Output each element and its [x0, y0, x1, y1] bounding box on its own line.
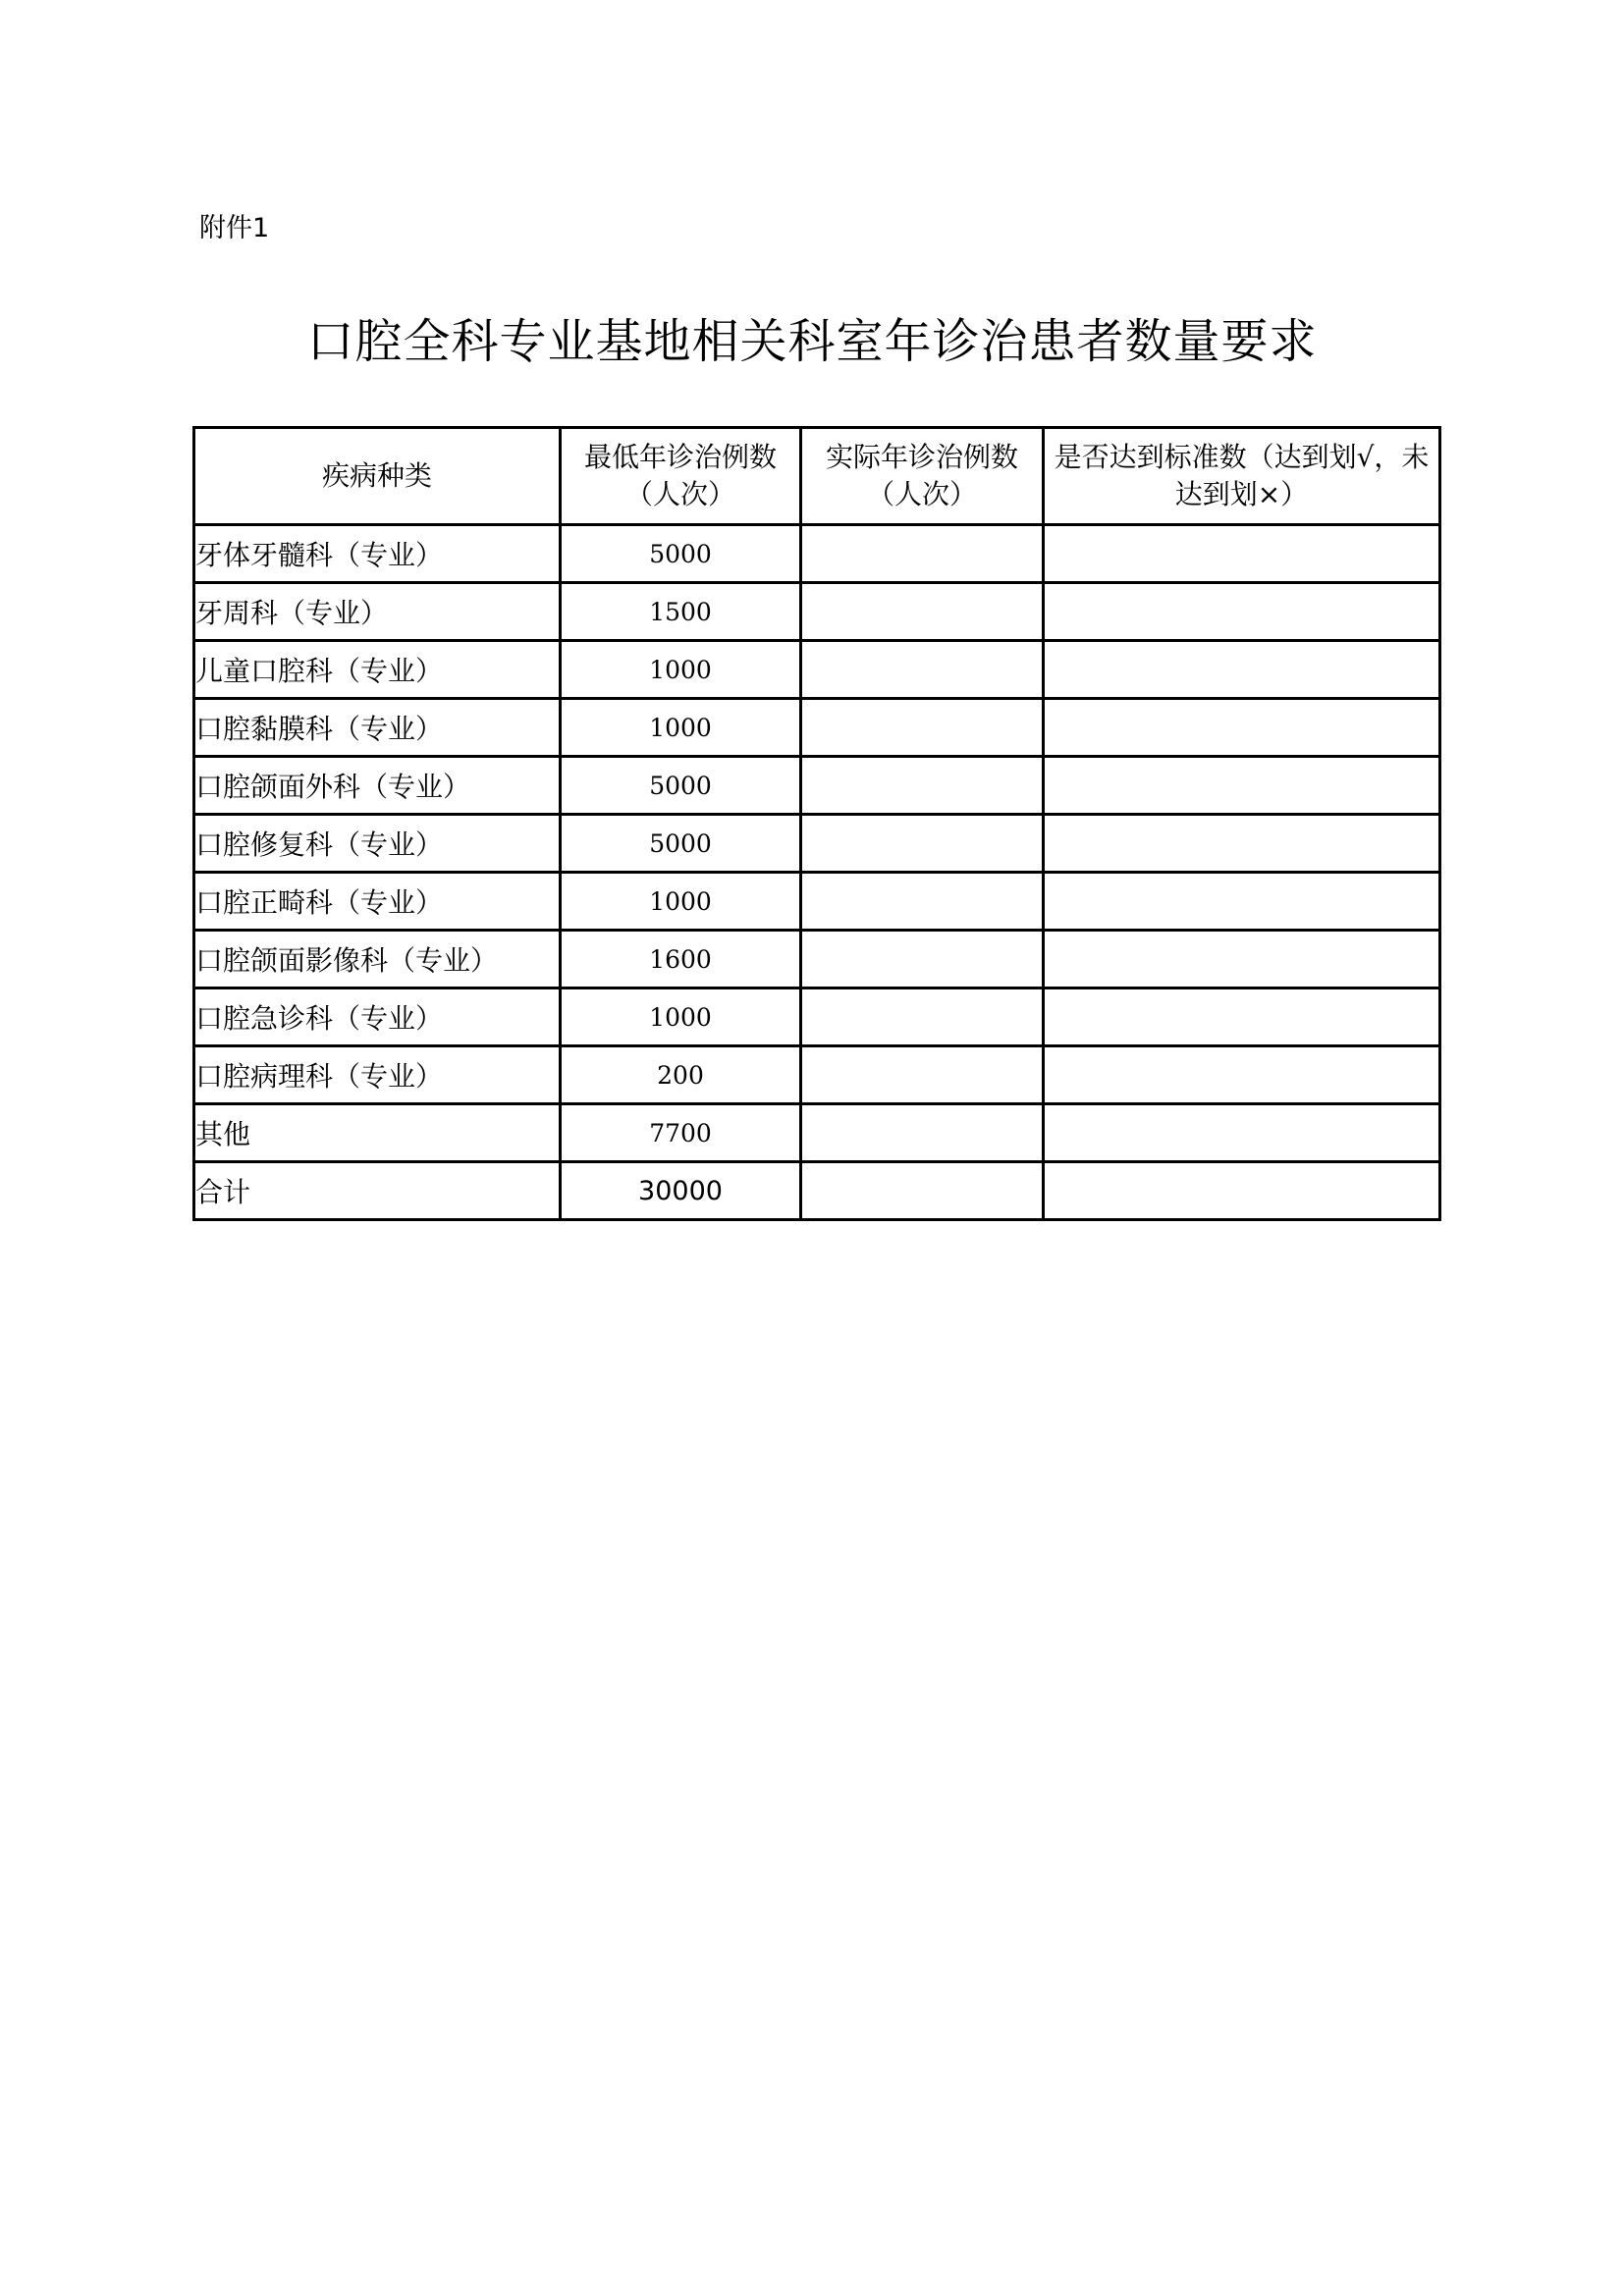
standard-met-cell[interactable]: [1044, 699, 1440, 757]
category-cell: 口腔黏膜科（专业）: [194, 699, 561, 757]
table-row: [194, 525, 1440, 583]
total-label-cell: 合计: [194, 1162, 561, 1220]
actual-cases-cell[interactable]: [801, 815, 1044, 873]
table-header-row: [194, 428, 1440, 525]
standard-met-cell[interactable]: [1044, 988, 1440, 1046]
header-actual-annual-cases: 实际年诊治例数（人次）: [801, 428, 1044, 525]
min-cases-cell: 5000: [561, 815, 801, 873]
actual-cases-cell[interactable]: [801, 641, 1044, 699]
actual-cases-cell[interactable]: [801, 1046, 1044, 1104]
category-cell: 其他: [194, 1104, 561, 1162]
min-cases-cell: 5000: [561, 525, 801, 583]
standard-met-cell[interactable]: [1044, 815, 1440, 873]
header-disease-category: 疾病种类: [194, 428, 561, 525]
total-min-cases-cell: 30000: [561, 1162, 801, 1220]
min-cases-cell: 1000: [561, 988, 801, 1046]
min-cases-cell: 7700: [561, 1104, 801, 1162]
category-cell: 儿童口腔科（专业）: [194, 641, 561, 699]
min-cases-cell: 1600: [561, 931, 801, 988]
standard-met-cell[interactable]: [1044, 1104, 1440, 1162]
requirements-table: [192, 426, 1441, 1221]
standard-met-cell[interactable]: [1044, 525, 1440, 583]
total-standard-met-cell[interactable]: [1044, 1162, 1440, 1220]
standard-met-cell[interactable]: [1044, 873, 1440, 931]
standard-met-cell[interactable]: [1044, 1046, 1440, 1104]
header-min-annual-cases: 最低年诊治例数（人次）: [561, 428, 801, 525]
actual-cases-cell[interactable]: [801, 1104, 1044, 1162]
category-cell: 口腔修复科（专业）: [194, 815, 561, 873]
min-cases-cell: 1500: [561, 583, 801, 641]
total-actual-cases-cell[interactable]: [801, 1162, 1044, 1220]
table-row: [194, 1104, 1440, 1162]
actual-cases-cell[interactable]: [801, 757, 1044, 815]
category-cell: 口腔正畸科（专业）: [194, 873, 561, 931]
min-cases-cell: 1000: [561, 873, 801, 931]
table-row: [194, 931, 1440, 988]
table-row: [194, 1046, 1440, 1104]
actual-cases-cell[interactable]: [801, 699, 1044, 757]
category-cell: 口腔颌面影像科（专业）: [194, 931, 561, 988]
attachment-label: 附件1: [199, 213, 270, 243]
category-cell: 口腔病理科（专业）: [194, 1046, 561, 1104]
table-row: [194, 988, 1440, 1046]
header-standard-met: 是否达到标准数（达到划√，未达到划×）: [1044, 428, 1440, 525]
actual-cases-cell[interactable]: [801, 988, 1044, 1046]
table-row: [194, 583, 1440, 641]
actual-cases-cell[interactable]: [801, 525, 1044, 583]
min-cases-cell: 5000: [561, 757, 801, 815]
standard-met-cell[interactable]: [1044, 641, 1440, 699]
table-row: [194, 815, 1440, 873]
table-row: [194, 757, 1440, 815]
category-cell: 口腔颌面外科（专业）: [194, 757, 561, 815]
category-cell: 牙体牙髓科（专业）: [194, 525, 561, 583]
table-row: [194, 873, 1440, 931]
standard-met-cell[interactable]: [1044, 931, 1440, 988]
category-cell: 牙周科（专业）: [194, 583, 561, 641]
total-row: [194, 1162, 1440, 1220]
category-cell: 口腔急诊科（专业）: [194, 988, 561, 1046]
table-row: [194, 641, 1440, 699]
actual-cases-cell[interactable]: [801, 931, 1044, 988]
min-cases-cell: 200: [561, 1046, 801, 1104]
min-cases-cell: 1000: [561, 641, 801, 699]
standard-met-cell[interactable]: [1044, 757, 1440, 815]
page-title: 口腔全科专业基地相关科室年诊治患者数量要求: [306, 314, 1318, 369]
min-cases-cell: 1000: [561, 699, 801, 757]
actual-cases-cell[interactable]: [801, 873, 1044, 931]
standard-met-cell[interactable]: [1044, 583, 1440, 641]
table-row: [194, 699, 1440, 757]
actual-cases-cell[interactable]: [801, 583, 1044, 641]
